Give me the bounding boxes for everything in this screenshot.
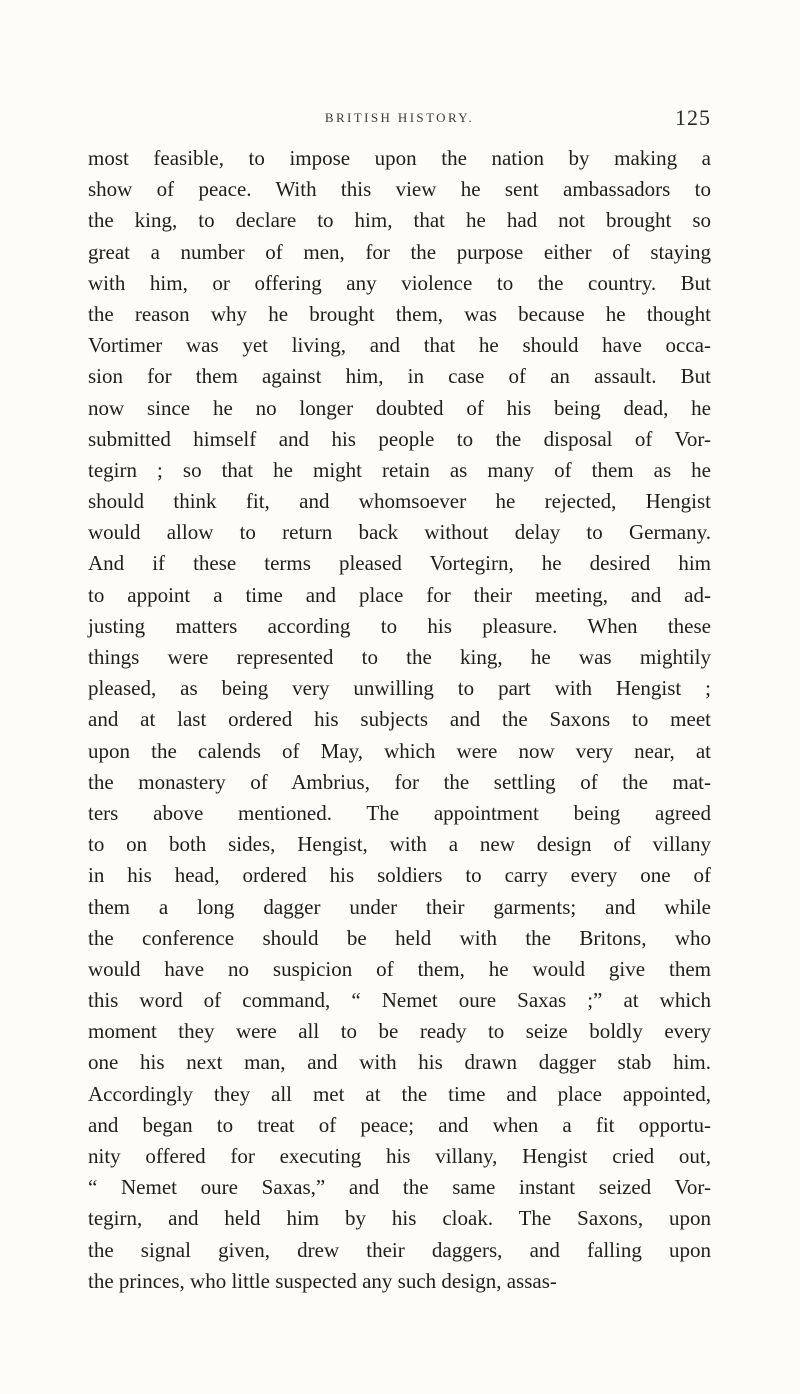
text-line: great a number of men, for the purpose either of staying xyxy=(88,239,711,264)
text-line: moment they were all to be ready to seize boldly every xyxy=(88,1019,711,1044)
text-line: the king, to declare to him, that he had not brought so xyxy=(88,208,711,233)
text-line: and began to treat of peace; and when a fit opportu- xyxy=(88,1112,711,1137)
text-line: justing matters according to his pleasure. When these xyxy=(88,613,711,638)
text-line: Accordingly they all met at the time and place appointed, xyxy=(88,1081,711,1106)
text-line: most feasible, to impose upon the nation by making a xyxy=(88,146,711,170)
text-line: nity offered for executing his villany, Hengist cried out, xyxy=(88,1144,711,1168)
text-line: the monastery of Ambrius, for the settling of the mat- xyxy=(88,769,711,794)
text-line: upon the calends of May, which were now very near, at xyxy=(88,738,711,763)
text-line: ters above mentioned. The appointment being agreed xyxy=(88,800,711,825)
text-line: things were represented to the king, he was mightily xyxy=(88,645,711,669)
text-line: pleased, as being very unwilling to part with Hengist ; xyxy=(88,676,711,701)
text-line: in his head, ordered his soldiers to carry every one of xyxy=(88,863,711,888)
text-line: to on both sides, Hengist, with a new design of villany xyxy=(88,832,711,857)
text-line: one his next man, and with his drawn dagger stab him. xyxy=(88,1050,711,1075)
running-head xyxy=(88,86,711,130)
text-line: sion for them against him, in case of an assault. But xyxy=(88,364,711,389)
text-line: now since he no longer doubted of his being dead, he xyxy=(88,395,711,420)
page-number: 125 xyxy=(675,105,711,130)
text-line: and at last ordered his subjects and the Saxons to meet xyxy=(88,707,711,732)
text-line: should think fit, and whomsoever he rejected, Hengist xyxy=(88,489,711,514)
text-line: And if these terms pleased Vortegirn, he desired him xyxy=(88,551,711,576)
text-line: tegirn ; so that he might retain as many of them as he xyxy=(88,457,711,482)
text-line: with him, or offering any violence to the country. But xyxy=(88,270,711,295)
text-line: tegirn, and held him by his cloak. The Saxons, upon xyxy=(88,1206,711,1231)
text-line: this word of command, “ Nemet oure Saxas ;” at which xyxy=(88,988,711,1013)
text-line: the conference should be held with the Britons, who xyxy=(88,925,711,950)
text-line: the reason why he brought them, was because he thought xyxy=(88,301,711,326)
running-title: BRITISH HISTORY. xyxy=(324,110,475,125)
text-line: would have no suspicion of them, he would give them xyxy=(88,956,711,981)
text-line: to appoint a time and place for their meeting, and ad- xyxy=(88,582,711,607)
text-line: the princes, who little suspected any such design, assas- xyxy=(88,1268,557,1293)
text-line: submitted himself and his people to the disposal of Vor- xyxy=(88,426,711,451)
text-line: them a long dagger under their garments; and while xyxy=(88,894,711,919)
text-line: show of peace. With this view he sent ambassadors to xyxy=(88,177,711,202)
text-line: “ Nemet oure Saxas,” and the same instant seized Vor- xyxy=(88,1175,711,1200)
text-line: would allow to return back without delay to Germany. xyxy=(88,520,711,545)
body-text xyxy=(88,143,711,1297)
text-line: the signal given, drew their daggers, and falling upon xyxy=(88,1237,711,1262)
text-line: Vortimer was yet living, and that he should have occa- xyxy=(88,333,711,358)
